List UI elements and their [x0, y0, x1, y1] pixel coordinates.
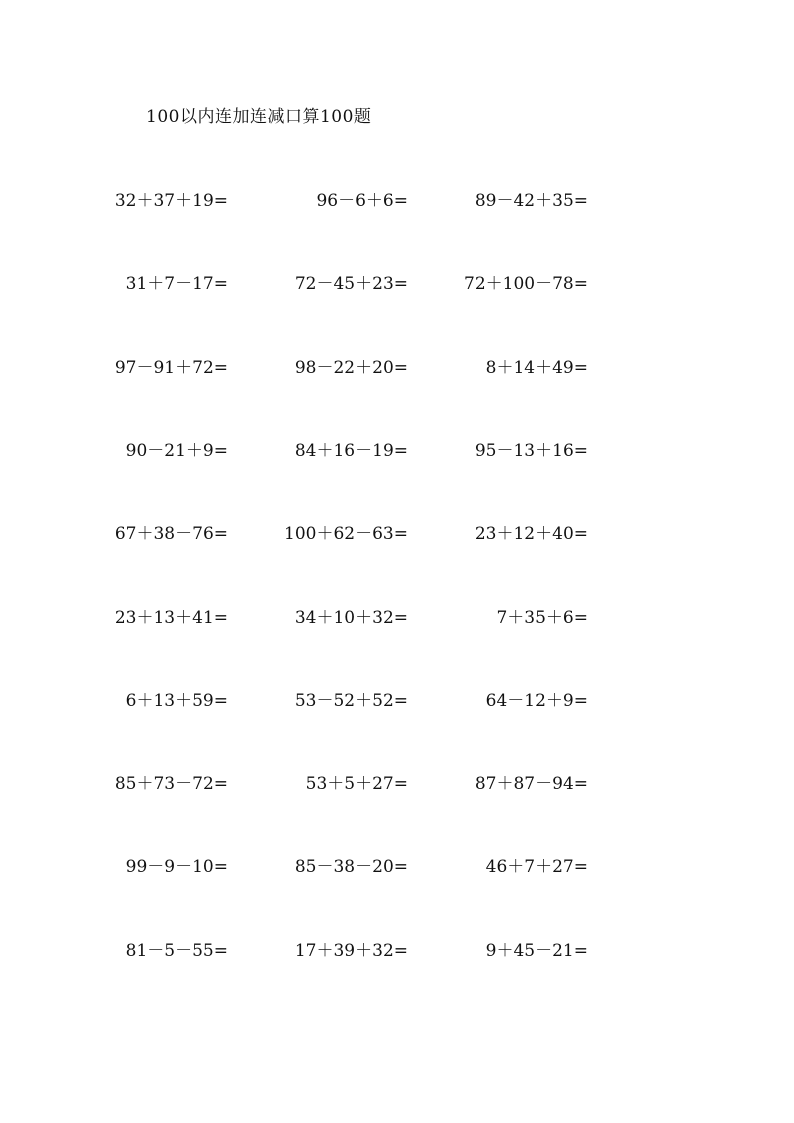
math-problem: 64－12＋9= — [485, 691, 588, 711]
math-problem: 53＋5＋27= — [305, 774, 408, 794]
math-problem: 95－13＋16= — [474, 441, 588, 461]
math-problem: 46＋7＋27= — [485, 857, 588, 877]
math-problem: 34＋10＋32= — [294, 608, 408, 628]
math-problem: 9＋45－21= — [485, 941, 588, 961]
math-problem: 85－38－20= — [294, 857, 408, 877]
math-problem: 72＋100－78= — [464, 274, 588, 294]
math-problem: 81－5－55= — [125, 941, 228, 961]
math-problem: 8＋14＋49= — [485, 358, 588, 378]
math-problem: 98－22＋20= — [294, 358, 408, 378]
math-problem: 67＋38－76= — [114, 524, 228, 544]
worksheet-title: 100以内连加连减口算100题 — [146, 107, 372, 127]
math-problem: 7＋35＋6= — [496, 608, 588, 628]
math-problem: 87＋87－94= — [474, 774, 588, 794]
math-problem: 85＋73－72= — [114, 774, 228, 794]
math-problem: 31＋7－17= — [125, 274, 228, 294]
math-problem: 90－21＋9= — [125, 441, 228, 461]
math-problem: 23＋13＋41= — [114, 608, 228, 628]
math-problem: 72－45＋23= — [294, 274, 408, 294]
math-problem: 32＋37＋19= — [114, 191, 228, 211]
math-problem: 84＋16－19= — [294, 441, 408, 461]
math-problem: 53－52＋52= — [294, 691, 408, 711]
math-problem: 89－42＋35= — [474, 191, 588, 211]
math-problem: 96－6＋6= — [316, 191, 408, 211]
math-problem: 6＋13＋59= — [125, 691, 228, 711]
math-problem: 97－91＋72= — [114, 358, 228, 378]
math-problem: 23＋12＋40= — [474, 524, 588, 544]
math-problem: 99－9－10= — [125, 857, 228, 877]
math-problem: 100＋62－63= — [284, 524, 408, 544]
math-problem: 17＋39＋32= — [294, 941, 408, 961]
